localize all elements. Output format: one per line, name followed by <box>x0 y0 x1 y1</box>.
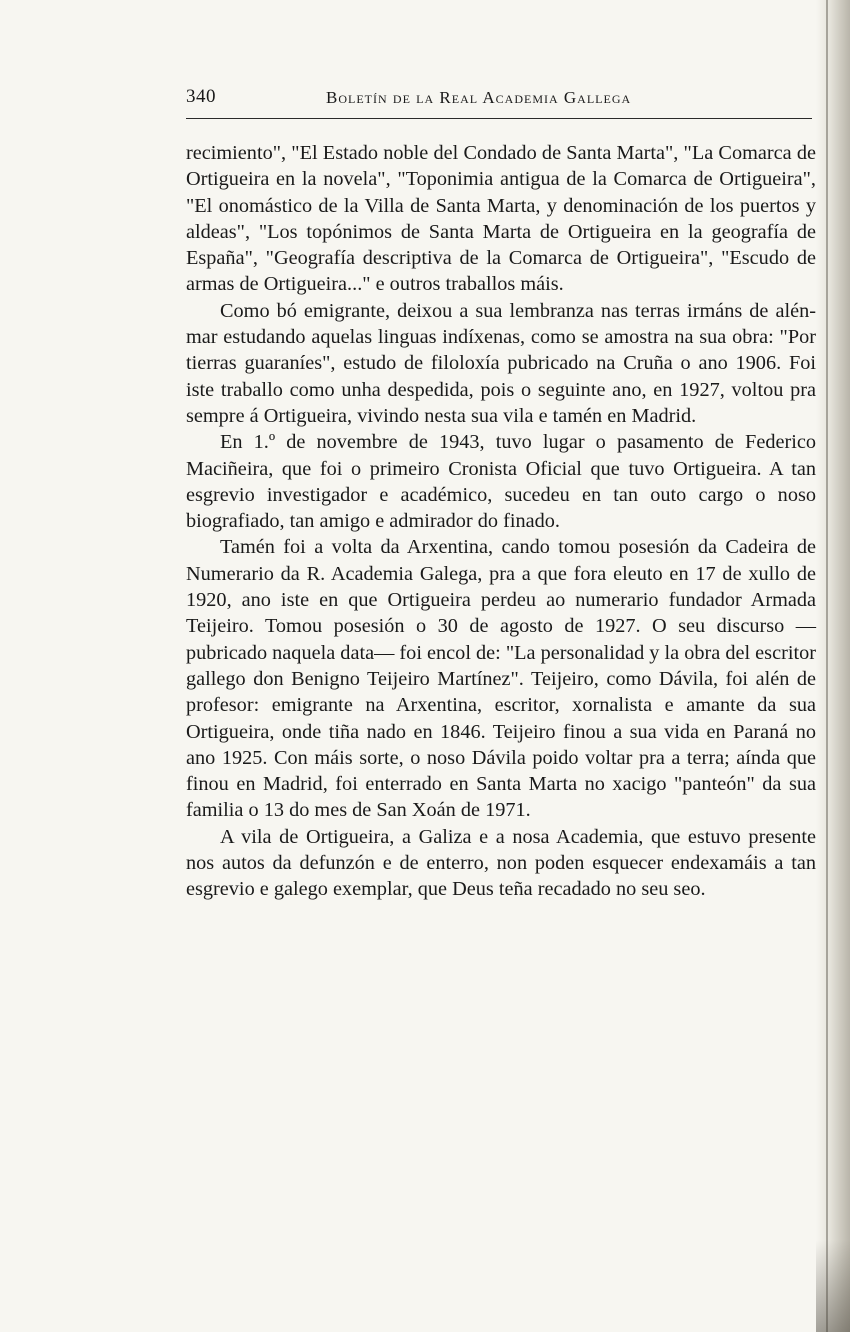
page-number: 340 <box>186 86 216 107</box>
page-edge <box>816 0 850 1332</box>
paragraph: Como bó emigrante, deixou a sua lembranza nas terras irmáns de alén-mar estudando aquelas linguas indíxenas, como se amostra na sua obra: "Por tierras guaraníes", estudo de filoloxía pubricado na Cruña o ano 1906. Foi iste traballo como unha despedida, pois o seguinte ano, en 1927, voltou pra sempre á Ortigueira, vivindo nesta sua vila e tamén en Madrid. <box>186 299 816 427</box>
page-header <box>186 86 812 118</box>
paragraph: recimiento", "El Estado noble del Condado de Santa Marta", "La Comarca de Ortigueira en la novela", "Toponimia antigua de la Comarca de Ortigueira", "El onomástico de la Villa de Santa Marta, y denominación de los puertos y aldeas", "Los topónimos de Santa Marta de Ortigueira en la geografía de España", "Geografía descriptiva de la Comarca de Ortigueira", "Escudo de armas de Ortigueira..." e outros traballos máis. <box>186 142 816 296</box>
paragraph: En 1.º de novembre de 1943, tuvo lugar o pasamento de Federico Maciñeira, que foi o primeiro Cronista Oficial que tuvo Ortigueira. A tan esgrevio investigador e académico, sucedeu en tan outo cargo o noso biografiado, tan amigo e admirador do finado. <box>186 431 816 533</box>
paragraph: A vila de Ortigueira, a Galiza e a nosa Academia, que estuvo presente nos autos da defunzón e de enterro, non poden esquecer endexamáis a tan esgrevio e galego exemplar, que Deus teña recadado no seu seo. <box>186 825 816 901</box>
paragraph: Tamén foi a volta da Arxentina, cando tomou posesión da Cadeira de Numerario da R. Academia Galega, pra a que fora eleuto en 17 de xullo de 1920, ano iste en que Ortigueira perdeu ao numerario fundador Armada Teijeiro. Tomou posesión o 30 de agosto de 1927. O seu discurso —pubricado naquela data— foi encol de: "La personalidad y la obra del escritor gallego don Benigno Teijeiro Martínez". Teijeiro, como Dávila, foi alén de profesor: emigrante na Arxentina, escritor, xornalista e amante da sua Ortigueira, onde tiña nado en 1846. Teijeiro finou a sua vida en Paraná no ano 1925. Con máis sorte, o noso Dávila poido voltar pra a terra; aínda que finou en Madrid, foi enterrado en Santa Marta no xacigo "panteón" da sua familia o 13 do mes de San Xoán de 1971. <box>186 536 816 822</box>
page-edge-shadow <box>816 1240 850 1332</box>
running-title: Boletín de la Real Academia Gallega <box>326 88 632 107</box>
body-text <box>186 140 816 903</box>
header-rule <box>186 118 812 119</box>
binding-line <box>826 0 828 1332</box>
